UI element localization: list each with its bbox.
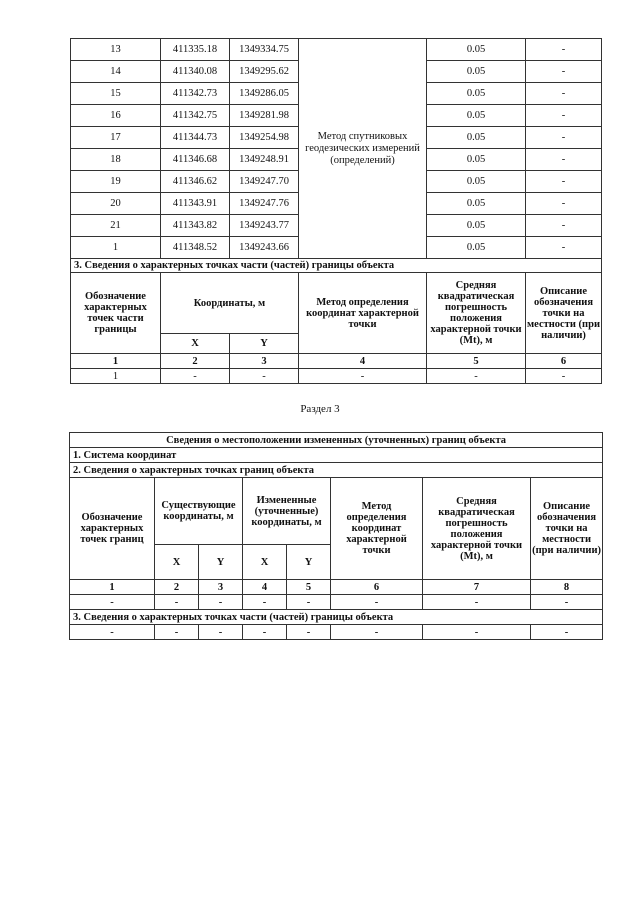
table-row bbox=[70, 625, 603, 640]
cell: - bbox=[243, 625, 287, 640]
col-number: 2 bbox=[161, 354, 230, 369]
header-mt: Средняя квадратическая погрешность положения характерной точки (Mt), м bbox=[427, 273, 526, 354]
col-number: 6 bbox=[526, 354, 602, 369]
header-y: Y bbox=[230, 334, 299, 354]
coord-y: 1349254.98 bbox=[230, 127, 299, 149]
header-description: Описание обозначения точки на местности (при наличии) bbox=[526, 273, 602, 354]
point-number: 19 bbox=[71, 171, 161, 193]
col-number: 1 bbox=[70, 580, 155, 595]
table-row bbox=[70, 595, 603, 610]
mt-value: 0.05 bbox=[427, 105, 526, 127]
header-changed-coords: Измененные (уточненные) координаты, м bbox=[243, 478, 331, 545]
col-number: 4 bbox=[299, 354, 427, 369]
section-title: Раздел 3 bbox=[300, 403, 340, 415]
col-number: 3 bbox=[199, 580, 243, 595]
header-row bbox=[70, 478, 603, 545]
cell: - bbox=[287, 625, 331, 640]
coord-x: 411335.18 bbox=[161, 39, 230, 61]
header-x: X bbox=[243, 545, 287, 580]
header-y: Y bbox=[199, 545, 243, 580]
header-mt: Средняя квадратическая погрешность положения характерной точки (Mt), м bbox=[423, 478, 531, 580]
coord-y: 1349281.98 bbox=[230, 105, 299, 127]
column-numbers-row bbox=[70, 580, 603, 595]
point-number: 15 bbox=[71, 83, 161, 105]
point-number: 17 bbox=[71, 127, 161, 149]
cell: - bbox=[155, 595, 199, 610]
coord-y: 1349334.75 bbox=[230, 39, 299, 61]
cell: - bbox=[199, 625, 243, 640]
coord-x: 411340.08 bbox=[161, 61, 230, 83]
point-number: 21 bbox=[71, 215, 161, 237]
coord-x: 411342.75 bbox=[161, 105, 230, 127]
point-description: - bbox=[526, 215, 602, 237]
point-description: - bbox=[526, 171, 602, 193]
header-designation: Обозначение характерных точек части границы bbox=[71, 273, 161, 354]
mt-value: 0.05 bbox=[427, 193, 526, 215]
table-row bbox=[71, 369, 602, 384]
coord-y: 1349248.91 bbox=[230, 149, 299, 171]
cell: - bbox=[331, 595, 423, 610]
cell: - bbox=[155, 625, 199, 640]
coordinate-system: 1. Система координат bbox=[70, 448, 603, 463]
section-heading-row bbox=[70, 610, 603, 625]
part-points-heading: 3. Сведения о характерных точках части (частей) границы объекта bbox=[70, 610, 603, 625]
point-description: - bbox=[526, 83, 602, 105]
coord-x: 411342.73 bbox=[161, 83, 230, 105]
cell: - bbox=[531, 625, 603, 640]
point-number: 1 bbox=[71, 237, 161, 259]
header-x: X bbox=[155, 545, 199, 580]
method-cell: Метод спутниковых геодезических измерений (определений) bbox=[299, 39, 427, 259]
cell: - bbox=[161, 369, 230, 384]
point-description: - bbox=[526, 39, 602, 61]
section3-heading: 3. Сведения о характерных точках части (частей) границы объекта bbox=[71, 259, 602, 273]
changed-boundaries-table bbox=[69, 432, 603, 640]
cell: - bbox=[331, 625, 423, 640]
col-number: 6 bbox=[331, 580, 423, 595]
table-row bbox=[71, 39, 602, 61]
boundary-points-table bbox=[70, 38, 602, 384]
mt-value: 0.05 bbox=[427, 61, 526, 83]
cell: - bbox=[423, 595, 531, 610]
coord-x: 411346.68 bbox=[161, 149, 230, 171]
col-number: 8 bbox=[531, 580, 603, 595]
cell: - bbox=[526, 369, 602, 384]
cell: - bbox=[427, 369, 526, 384]
points-heading: 2. Сведения о характерных точках границ объекта bbox=[70, 463, 603, 478]
mt-value: 0.05 bbox=[427, 149, 526, 171]
coord-x: 411344.73 bbox=[161, 127, 230, 149]
cell: - bbox=[70, 625, 155, 640]
header-row bbox=[71, 273, 602, 334]
point-number: 13 bbox=[71, 39, 161, 61]
mt-value: 0.05 bbox=[427, 83, 526, 105]
header-method: Метод определения координат характерной точки bbox=[299, 273, 427, 354]
cell: - bbox=[287, 595, 331, 610]
cell: - bbox=[70, 595, 155, 610]
point-description: - bbox=[526, 193, 602, 215]
cell: - bbox=[243, 595, 287, 610]
coord-x: 411343.82 bbox=[161, 215, 230, 237]
point-description: - bbox=[526, 105, 602, 127]
cell: - bbox=[230, 369, 299, 384]
coord-x: 411346.62 bbox=[161, 171, 230, 193]
column-numbers-row bbox=[71, 354, 602, 369]
header-y: Y bbox=[287, 545, 331, 580]
cell: - bbox=[199, 595, 243, 610]
coord-y: 1349247.70 bbox=[230, 171, 299, 193]
mt-value: 0.05 bbox=[427, 215, 526, 237]
col-number: 2 bbox=[155, 580, 199, 595]
col-number: 3 bbox=[230, 354, 299, 369]
table-title-row bbox=[70, 433, 603, 448]
table-title: Сведения о местоположении измененных (уточненных) границ объекта bbox=[70, 433, 603, 448]
coord-y: 1349295.62 bbox=[230, 61, 299, 83]
point-description: - bbox=[526, 237, 602, 259]
point-number: 14 bbox=[71, 61, 161, 83]
header-designation: Обозначение характерных точек границ bbox=[70, 478, 155, 580]
header-description: Описание обозначения точки на местности (при наличии) bbox=[531, 478, 603, 580]
point-number: 18 bbox=[71, 149, 161, 171]
header-existing-coords: Существующие координаты, м bbox=[155, 478, 243, 545]
section-heading-row bbox=[71, 259, 602, 273]
mt-value: 0.05 bbox=[427, 237, 526, 259]
col-number: 7 bbox=[423, 580, 531, 595]
col-number: 4 bbox=[243, 580, 287, 595]
header-coords: Координаты, м bbox=[161, 273, 299, 334]
point-description: - bbox=[526, 61, 602, 83]
mt-value: 0.05 bbox=[427, 127, 526, 149]
cell: - bbox=[531, 595, 603, 610]
coord-y: 1349243.77 bbox=[230, 215, 299, 237]
mt-value: 0.05 bbox=[427, 171, 526, 193]
col-number: 5 bbox=[427, 354, 526, 369]
header-method: Метод определения координат характерной точки bbox=[331, 478, 423, 580]
header-x: X bbox=[161, 334, 230, 354]
point-description: - bbox=[526, 127, 602, 149]
point-number: 16 bbox=[71, 105, 161, 127]
section-heading-row bbox=[70, 448, 603, 463]
point-description: - bbox=[526, 149, 602, 171]
coord-y: 1349286.05 bbox=[230, 83, 299, 105]
point-number: 20 bbox=[71, 193, 161, 215]
cell: 1 bbox=[71, 369, 161, 384]
col-number: 5 bbox=[287, 580, 331, 595]
coord-x: 411343.91 bbox=[161, 193, 230, 215]
coord-x: 411348.52 bbox=[161, 237, 230, 259]
coord-y: 1349247.76 bbox=[230, 193, 299, 215]
coord-y: 1349243.66 bbox=[230, 237, 299, 259]
cell: - bbox=[299, 369, 427, 384]
col-number: 1 bbox=[71, 354, 161, 369]
cell: - bbox=[423, 625, 531, 640]
section-heading-row bbox=[70, 463, 603, 478]
mt-value: 0.05 bbox=[427, 39, 526, 61]
